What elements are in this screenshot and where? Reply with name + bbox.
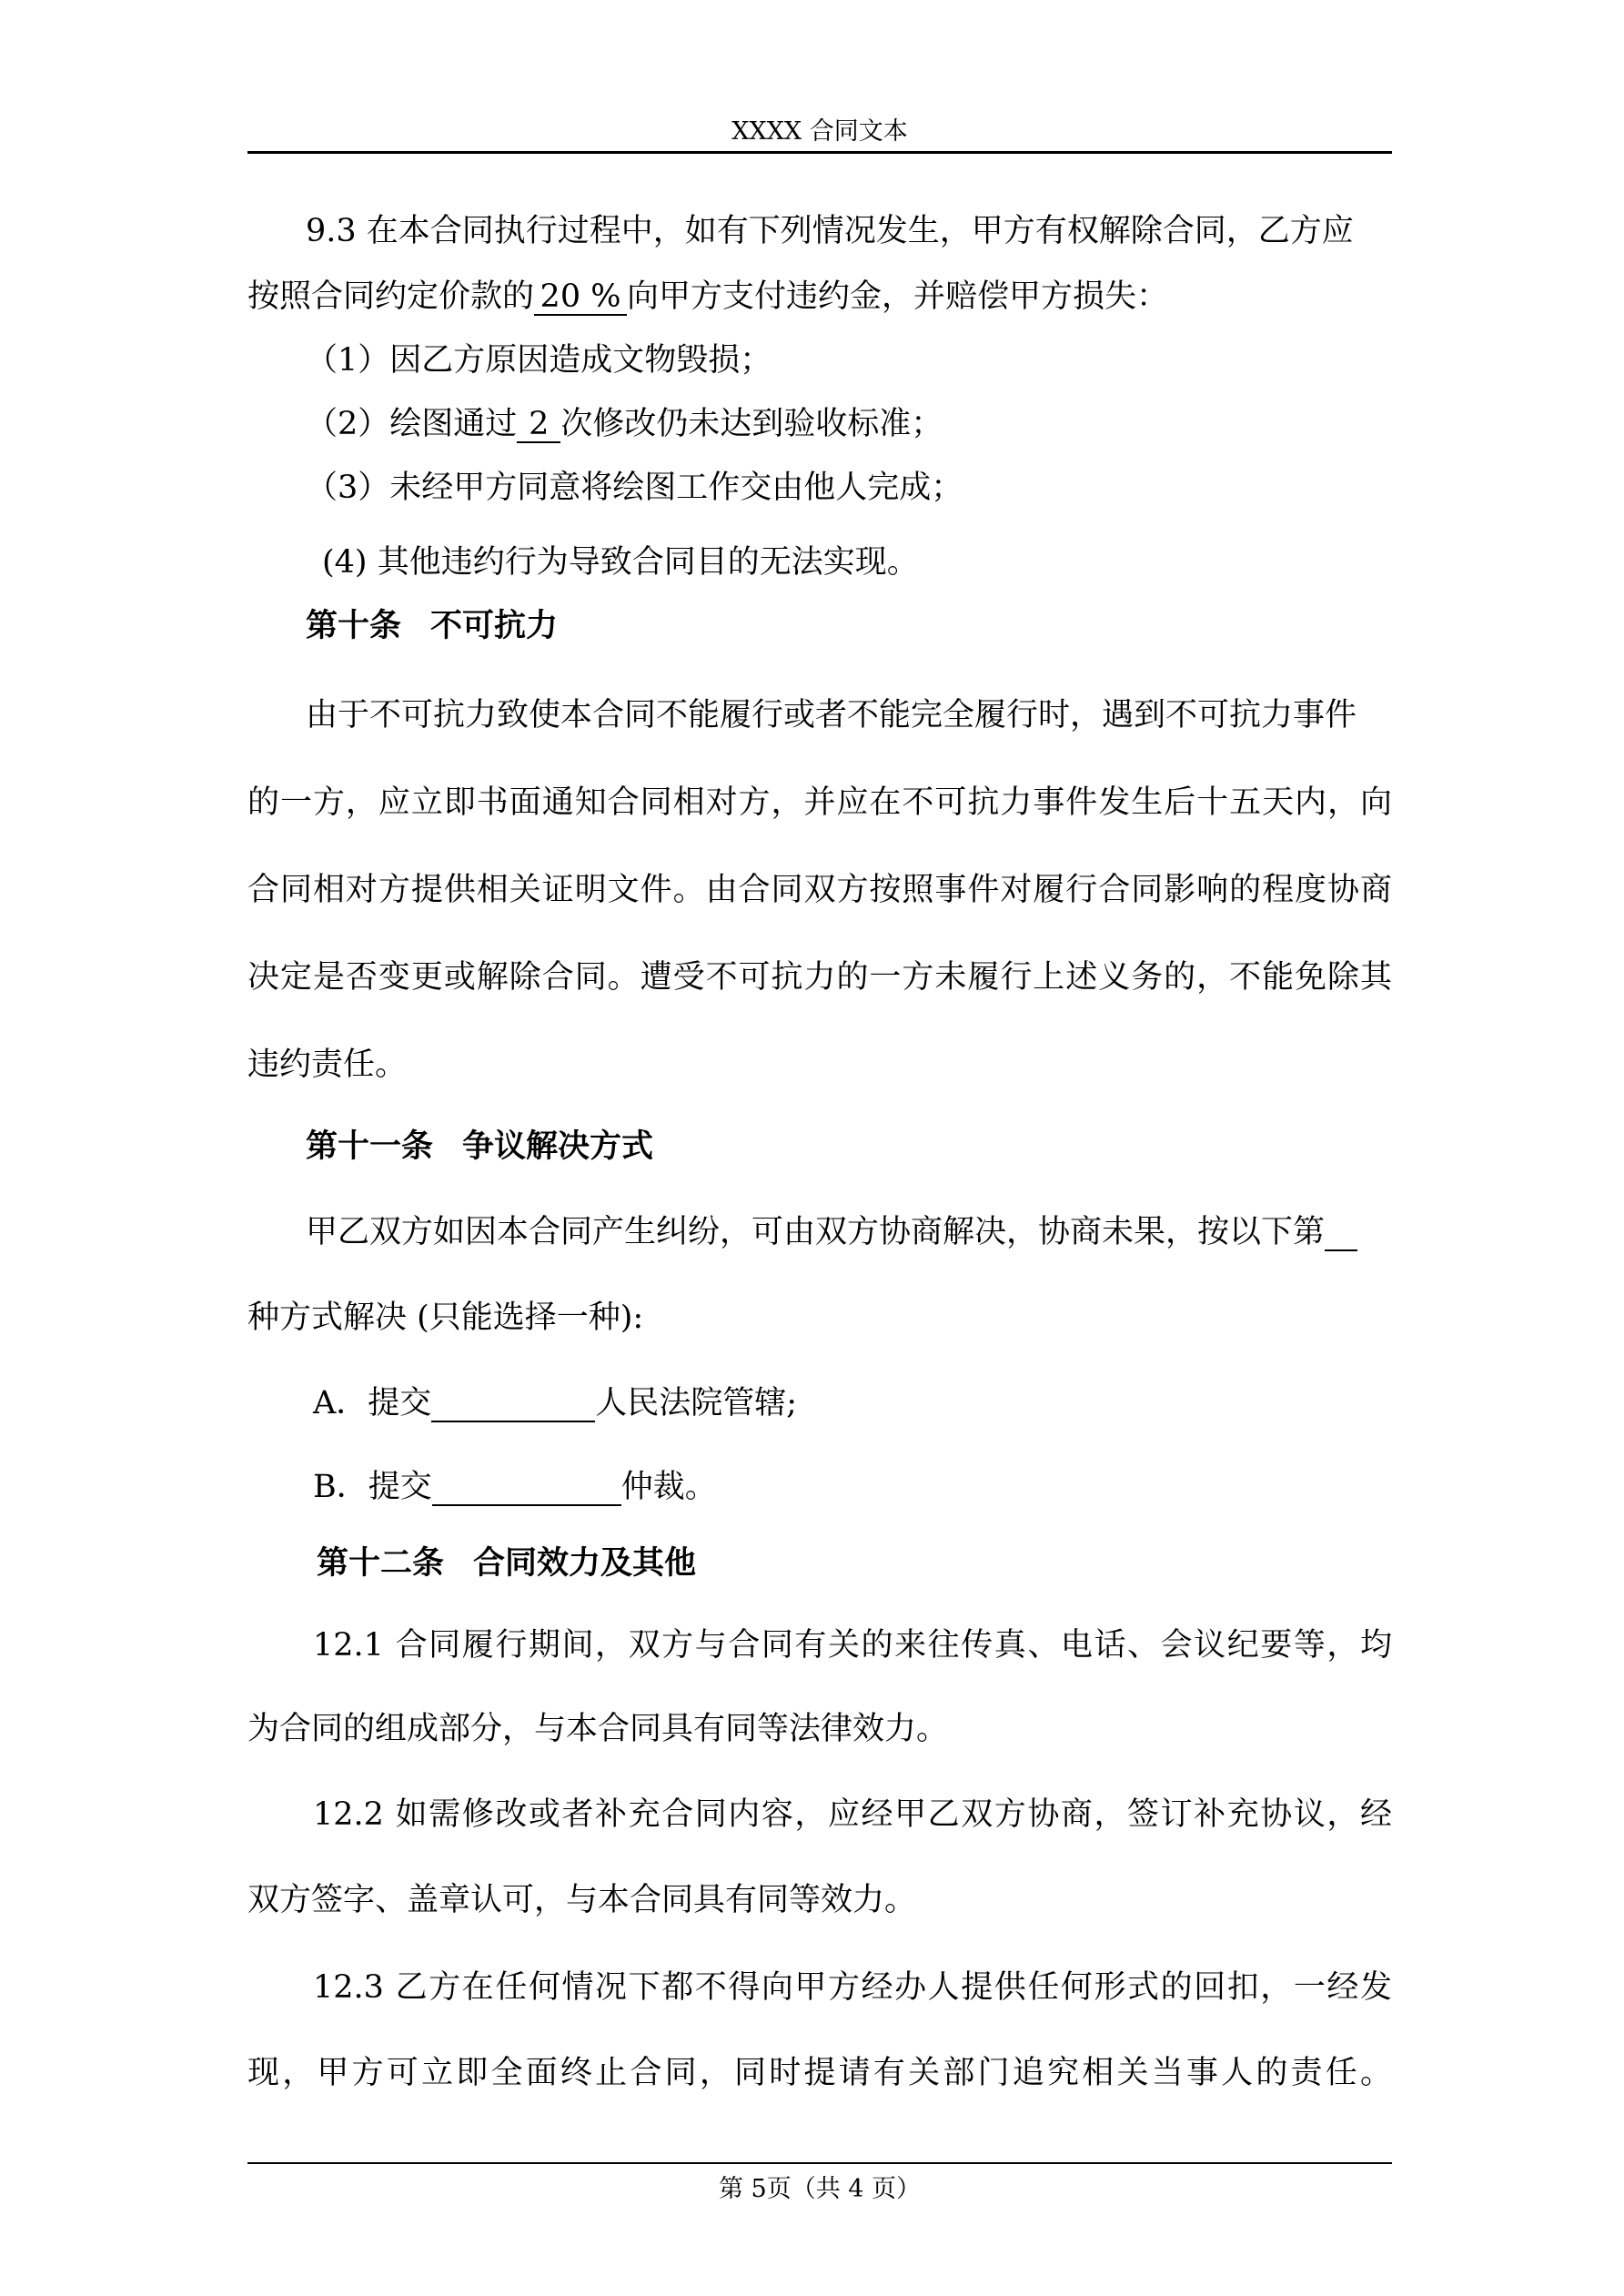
clause-9-3-item4: (4) 其他违约行为导致合同目的无法实现。 — [322, 544, 919, 581]
article-11-option-b — [313, 1465, 717, 1509]
option-a-post: 人民法院管辖; — [595, 1385, 798, 1421]
clause-12-3-line2: 现，甲方可立即全面终止合同，同时提请有关部门追究相关当事人的责任。 — [247, 2055, 1392, 2091]
clause-9-3-item2-post: 次修改仍未达到验收标准； — [560, 406, 943, 442]
article-11-line2: 种方式解决 (只能选择一种): — [247, 1300, 644, 1336]
article-10-line2: 的一方，应立即书面通知合同相对方，并应在不可抗力事件发生后十五天内，向 — [247, 784, 1392, 821]
revision-count-blank: 2 — [517, 407, 560, 443]
article-11-option-a — [313, 1381, 797, 1425]
clause-12-1-line1: 12.1 合同履行期间，双方与合同有关的来往传真、电话、会议纪要等，均 — [313, 1627, 1392, 1664]
penalty-percent-blank: 20 % — [534, 279, 627, 316]
clause-12-1-line2: 为合同的组成部分，与本合同具有同等法律效力。 — [247, 1711, 949, 1747]
method-choice-blank — [1325, 1215, 1357, 1251]
clause-9-3-line1: 9.3 在本合同执行过程中，如有下列情况发生，甲方有权解除合同，乙方应 — [306, 213, 1354, 249]
clause-12-2-line2: 双方签字、盖章认可，与本合同具有同等效力。 — [247, 1882, 917, 1918]
article-12-number: 第十二条 — [317, 1545, 445, 1582]
article-10-line4: 决定是否变更或解除合同。遭受不可抗力的一方未履行上述义务的，不能免除其 — [247, 959, 1392, 996]
article-10-heading — [306, 604, 558, 648]
article-11-line1-text: 甲乙双方如因本合同产生纠纷，可由双方协商解决，协商未果，按以下第 — [306, 1214, 1326, 1250]
clause-12-3-line1: 12.3 乙方在任何情况下都不得向甲方经办人提供任何形式的回扣，一经发 — [313, 1969, 1392, 2006]
article-12-title: 合同效力及其他 — [473, 1545, 697, 1582]
clause-9-3-item3: （3）未经甲方同意将绘图工作交由他人完成； — [306, 470, 963, 506]
article-10-line1: 由于不可抗力致使本合同不能履行或者不能完全履行时，遇到不可抗力事件 — [306, 697, 1357, 733]
clause-9-3-item2-pre: （2）绘图通过 — [306, 406, 518, 442]
clause-9-3-item2 — [306, 402, 943, 446]
clause-12-2-line1: 12.2 如需修改或者补充合同内容，应经甲乙双方协商，签订补充协议，经 — [313, 1796, 1392, 1833]
option-b-pre: B．提交 — [313, 1469, 432, 1505]
option-a-pre: A．提交 — [313, 1385, 432, 1421]
clause-9-3-line2 — [247, 275, 1168, 319]
article-10-line3: 合同相对方提供相关证明文件。由合同双方按照事件对履行合同影响的程度协商 — [247, 872, 1392, 908]
article-11-line1 — [306, 1210, 1357, 1254]
article-10-line5: 违约责任。 — [247, 1047, 408, 1083]
clause-9-3-item1: （1）因乙方原因造成文物毁损； — [306, 342, 772, 379]
clause-9-3-line2-pre: 按照合同约定价款的 — [247, 278, 535, 315]
clause-9-3-line2-post: 向甲方支付违约金，并赔偿甲方损失： — [627, 278, 1169, 315]
article-10-number: 第十条 — [306, 608, 402, 644]
header-divider — [247, 151, 1392, 154]
arbitration-body-blank — [432, 1470, 621, 1506]
option-b-post: 仲裁。 — [620, 1469, 717, 1505]
article-11-heading — [306, 1125, 653, 1168]
article-11-title: 争议解决方式 — [462, 1128, 654, 1165]
article-12-heading — [317, 1542, 696, 1585]
article-10-title: 不可抗力 — [430, 608, 559, 644]
footer-divider — [247, 2162, 1392, 2164]
court-name-blank — [431, 1386, 595, 1422]
article-11-number: 第十一条 — [306, 1128, 434, 1165]
page-header-title: XXXX 合同文本 — [731, 117, 908, 146]
page-number: 第 5页（共 4 页） — [718, 2175, 922, 2203]
